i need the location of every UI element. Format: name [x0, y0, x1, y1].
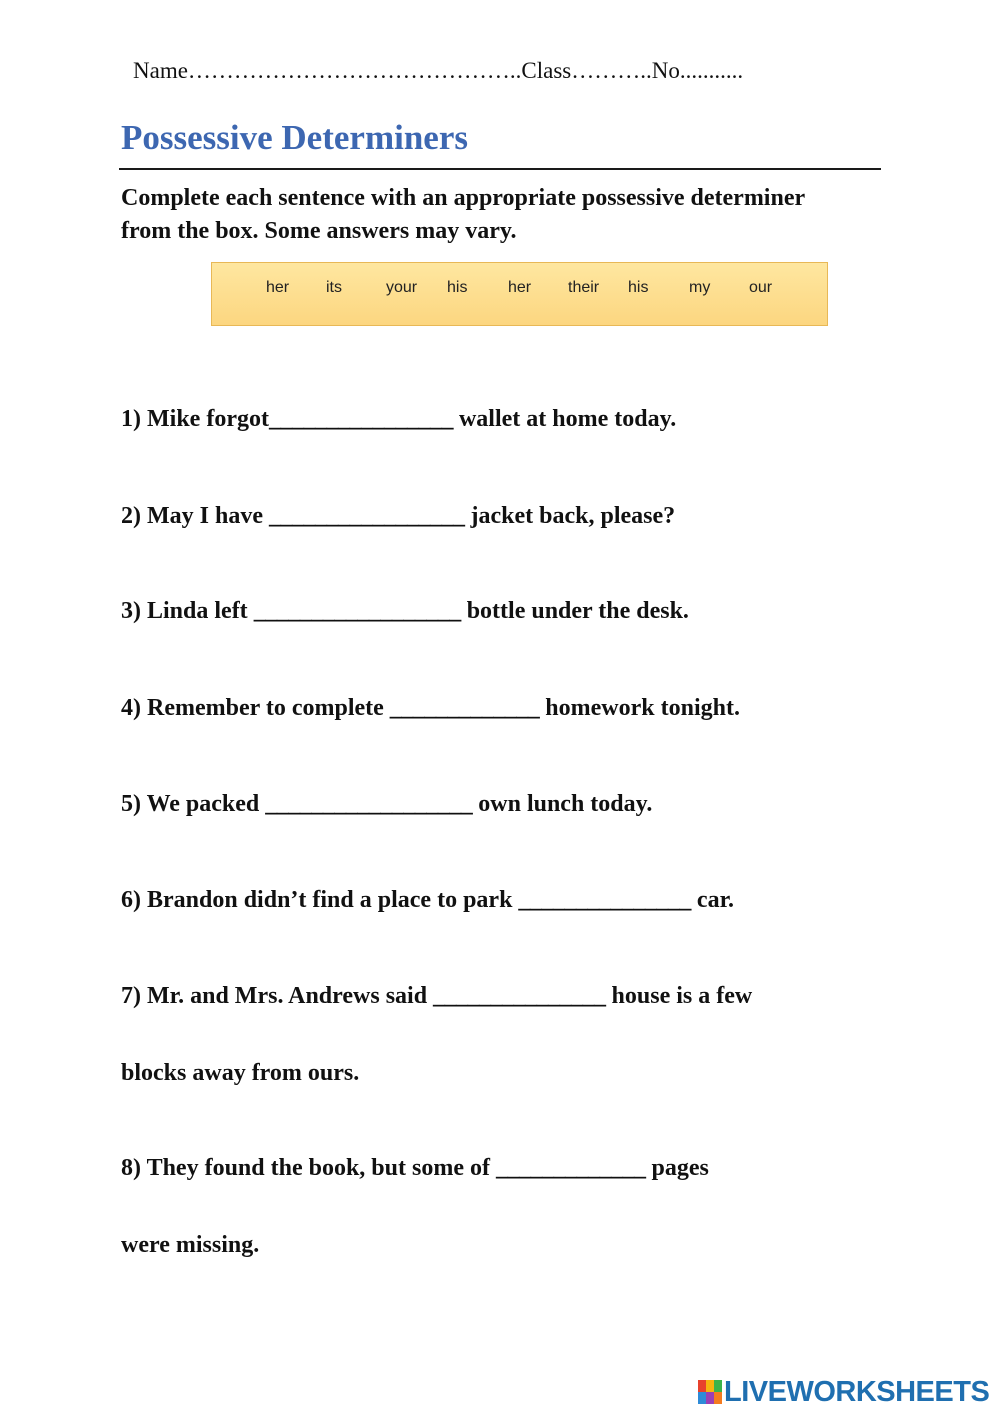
word-box-item: your	[386, 279, 418, 296]
question-8-continuation: were missing.	[121, 1232, 260, 1258]
question-text-before: Brandon didn’t find a place to park	[147, 887, 519, 913]
answer-blank[interactable]: _____________	[389, 695, 540, 721]
question-text-after: homework tonight.	[539, 695, 740, 721]
student-info-line: Name……………………………………..Class………..No...........	[133, 58, 744, 83]
question-number: 3)	[121, 598, 141, 624]
question-text-after: pages	[645, 1155, 709, 1181]
word-box	[211, 262, 828, 326]
question-1	[121, 406, 676, 433]
question-text-after: bottle under the desk.	[460, 598, 689, 624]
question-text-before: We packed	[146, 791, 266, 817]
brand-name: LIVEWORKSHEETS	[724, 1375, 990, 1408]
question-number: 2)	[121, 503, 141, 529]
question-number: 4)	[121, 695, 141, 721]
word-box-item: my	[689, 279, 711, 296]
liveworksheets-logo-icon	[698, 1380, 722, 1404]
question-8	[121, 1155, 709, 1182]
question-text-after: car.	[690, 887, 735, 913]
question-text-before: Mr. and Mrs. Andrews said	[147, 983, 434, 1009]
word-box-item: its	[326, 279, 342, 296]
word-box-item: their	[568, 279, 600, 296]
question-4	[121, 695, 740, 722]
question-7-continuation: blocks away from ours.	[121, 1060, 360, 1086]
word-box-item: her	[266, 279, 290, 296]
question-text-after: wallet at home today.	[452, 406, 677, 432]
word-box-item: her	[508, 279, 532, 296]
question-text-before: They found the book, but some of	[146, 1155, 496, 1181]
answer-blank[interactable]: _____________	[495, 1155, 646, 1181]
question-text-before: Mike forgot	[147, 406, 269, 432]
question-number: 7)	[121, 983, 141, 1009]
question-text-before: Linda left	[147, 598, 254, 624]
question-text-after: own lunch today.	[472, 791, 653, 817]
word-box-item: his	[628, 279, 649, 296]
answer-blank[interactable]: __________________	[265, 791, 473, 817]
question-3	[121, 598, 689, 625]
question-number: 6)	[121, 887, 141, 913]
question-text-after: jacket back, please?	[464, 503, 676, 529]
question-6	[121, 887, 734, 914]
instructions: Complete each sentence with an appropriate possessive determiner from the box. Some answers may vary.	[121, 185, 805, 244]
word-box-item: our	[749, 279, 773, 296]
question-2	[121, 503, 675, 530]
question-text-before: May I have	[147, 503, 269, 529]
question-number: 5)	[121, 791, 141, 817]
page-title: Possessive Determiners	[121, 118, 468, 157]
word-box-item: his	[447, 279, 468, 296]
answer-blank[interactable]: _______________	[433, 983, 606, 1009]
answer-blank[interactable]: _______________	[518, 887, 691, 913]
question-text-before: Remember to complete	[147, 695, 390, 721]
answer-blank[interactable]: _________________	[269, 503, 465, 529]
question-7	[121, 983, 752, 1010]
answer-blank[interactable]: __________________	[253, 598, 461, 624]
title-divider	[119, 168, 881, 170]
question-text-after: house is a few	[605, 983, 753, 1009]
question-number: 1)	[121, 406, 141, 432]
liveworksheets-brand[interactable]	[698, 1376, 989, 1408]
question-number: 8)	[121, 1155, 141, 1181]
answer-blank[interactable]: ________________	[268, 406, 453, 432]
question-5	[121, 791, 652, 818]
